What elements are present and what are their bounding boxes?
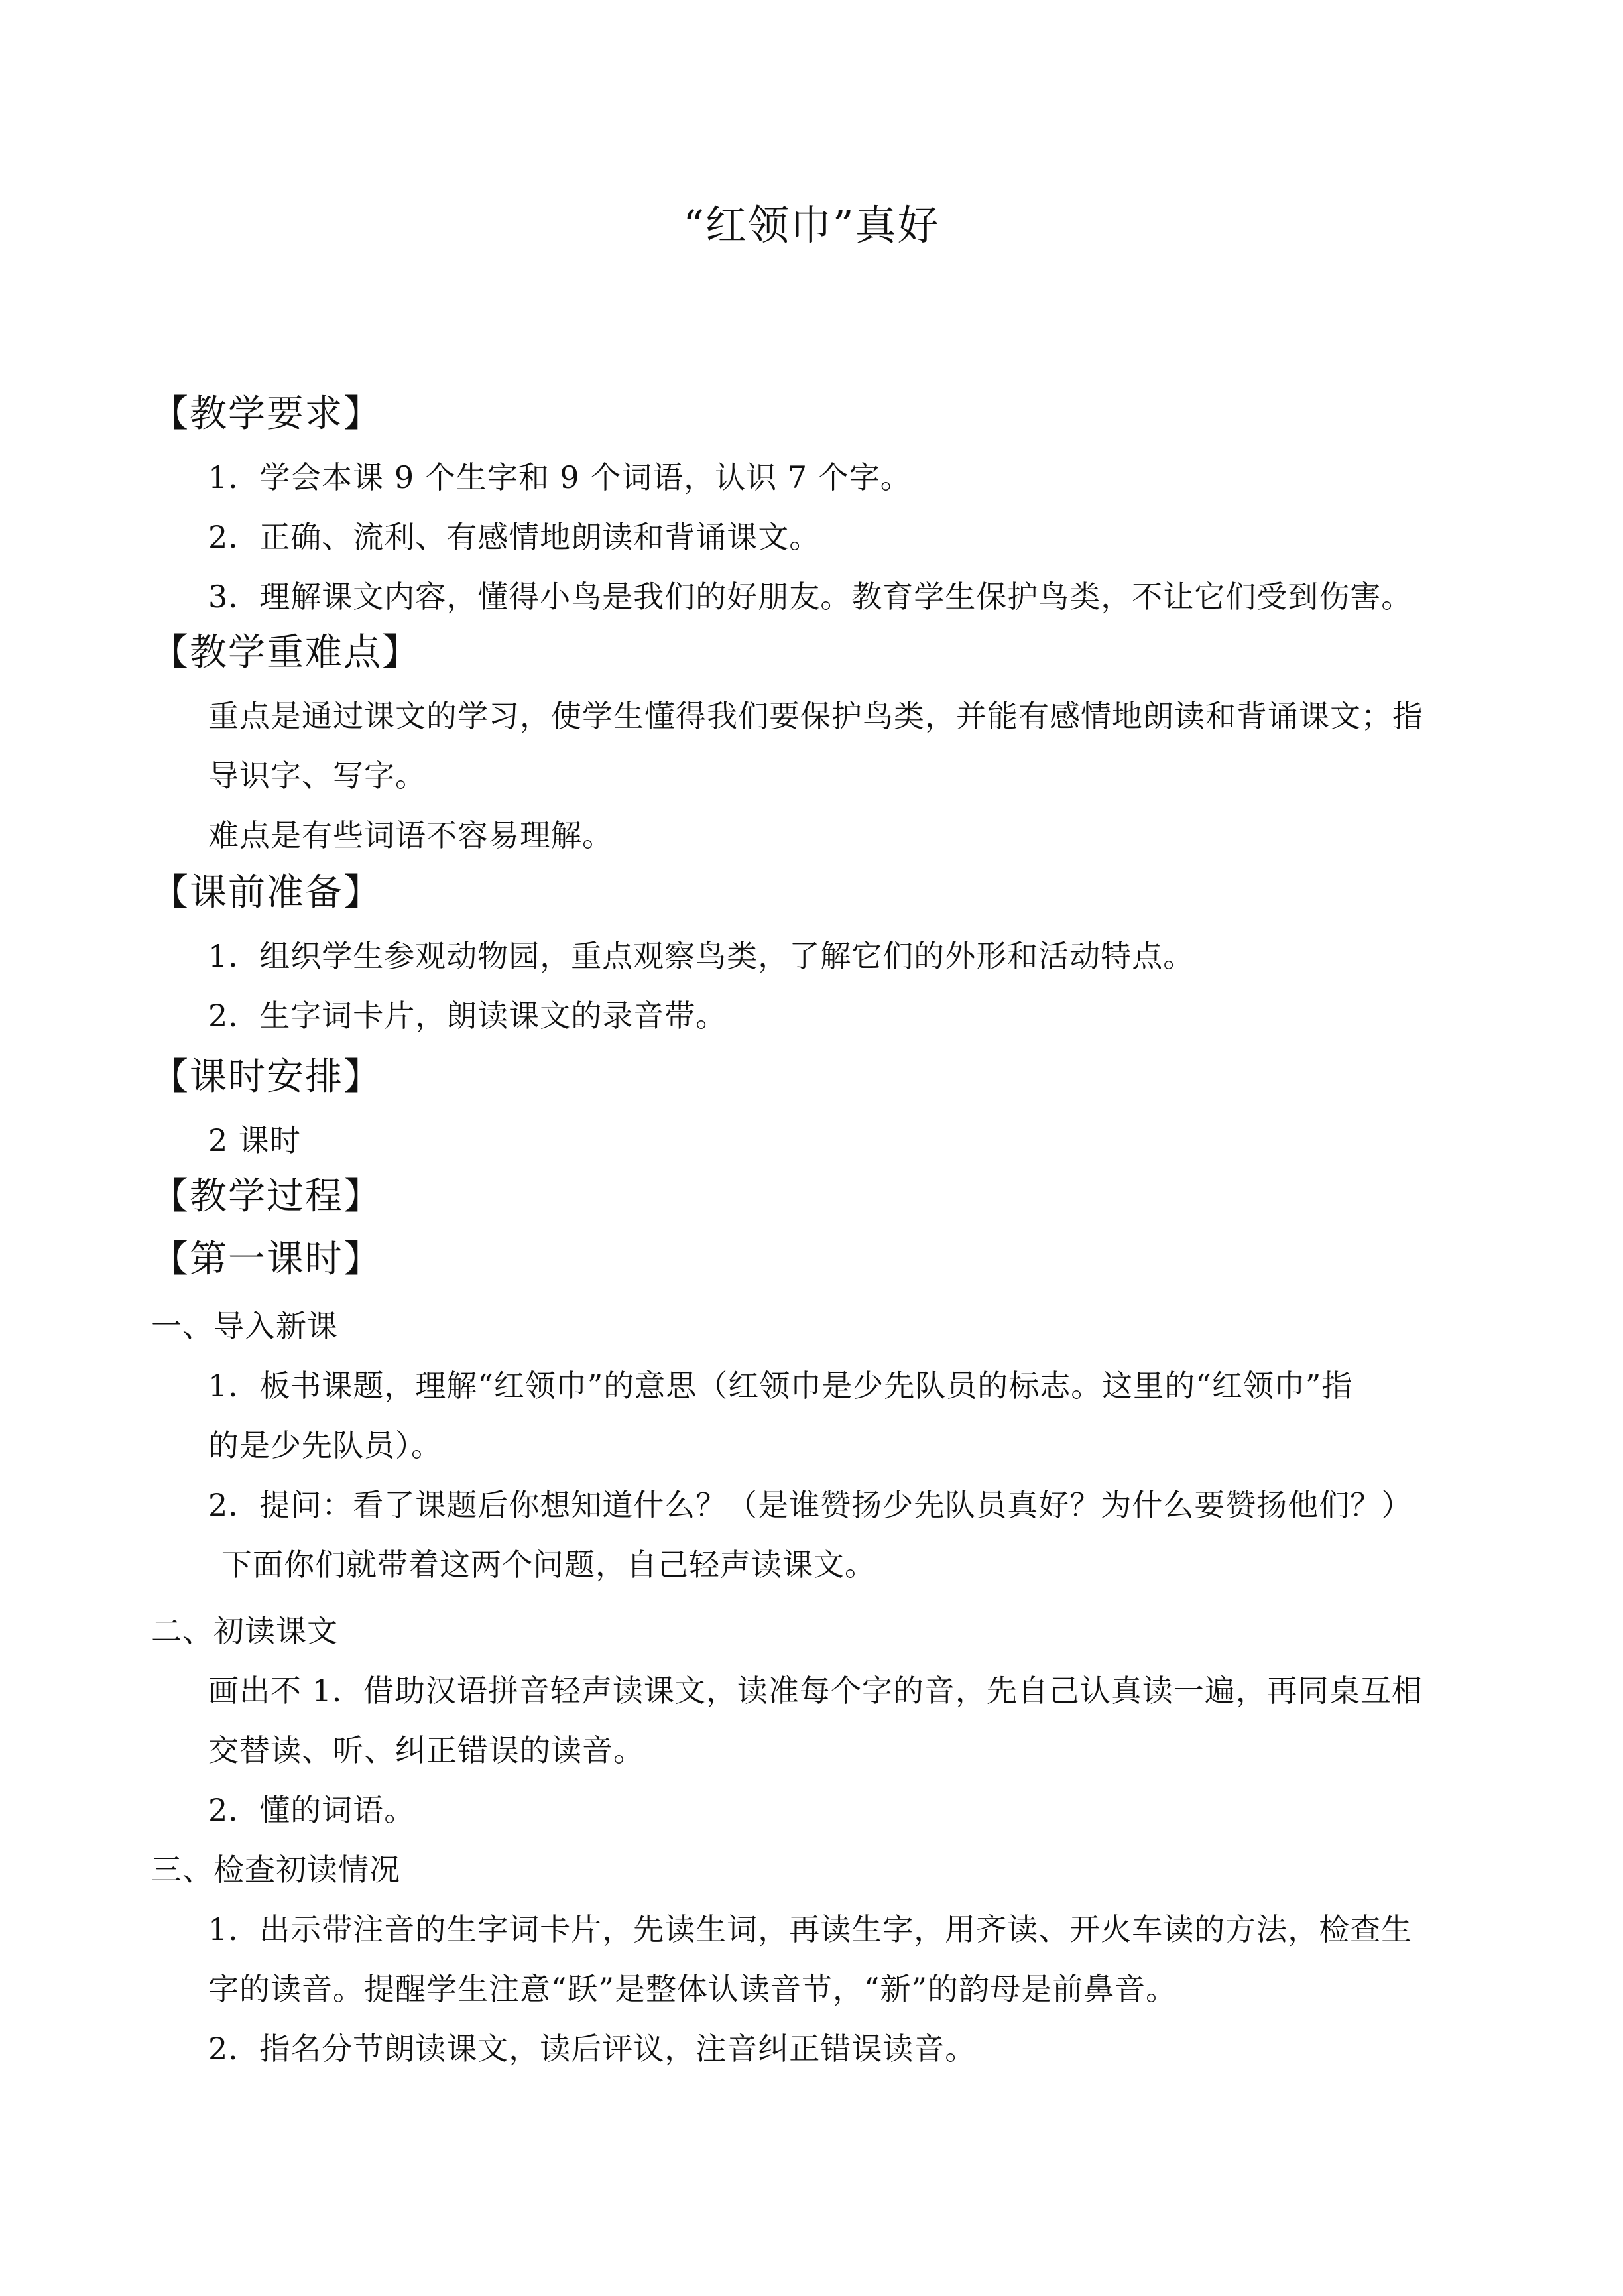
section-heading-lesson-1: 【第一课时】 [151,1238,382,1281]
step-3-item-1b: 字的读音。提醒学生注意“跃”是整体认读音节，“新”的韵母是前鼻音。 [208,1971,1177,2007]
step-heading-3: 三、检查初读情况 [151,1852,400,1888]
section-heading-requirements: 【教学要求】 [151,393,382,436]
requirement-item-1: 1．学会本课 9 个生字和 9 个词语，认识 7 个字。 [208,459,912,495]
step-3-item-1a: 1．出示带注音的生字词卡片，先读生词，再读生字，用齐读、开火车读的方法，检查生 [208,1911,1413,1947]
preparation-item-2: 2．生字词卡片，朗读课文的录音带。 [208,998,727,1034]
step-1-item-1b: 的是少先队员）。 [208,1427,442,1463]
section-heading-key-points: 【教学重难点】 [151,631,420,674]
step-2-item-2: 2．懂的词语。 [208,1792,416,1828]
step-2-item-1a: 画出不 1．借助汉语拼音轻声读课文，读准每个字的音，先自己认真读一遍，再同桌互相 [208,1673,1423,1709]
section-heading-schedule: 【课时安排】 [151,1056,382,1099]
requirement-item-2: 2．正确、流利、有感情地朗读和背诵课文。 [208,519,821,555]
schedule-text: 2 课时 [208,1122,301,1158]
step-1-item-2: 2．提问：看了课题后你想知道什么？（是谁赞扬少先队员真好？为什么要赞扬他们？） [208,1487,1413,1523]
step-heading-1: 一、导入新课 [151,1308,338,1344]
section-heading-process: 【教学过程】 [151,1175,382,1218]
step-3-item-2: 2．指名分节朗读课文，读后评议，注音纠正错误读音。 [208,2031,977,2067]
preparation-item-1: 1．组织学生参观动物园，重点观察鸟类，了解它们的外形和活动特点。 [208,938,1195,974]
document-title: “红领巾”真好 [683,201,940,249]
step-heading-2: 二、初读课文 [151,1613,338,1649]
section-heading-preparation: 【课前准备】 [151,871,382,914]
step-1-item-1a: 1．板书课题，理解“红领巾”的意思（红领巾是少先队员的标志。这里的“红领巾”指 [208,1368,1353,1404]
key-point-text-2: 难点是有些词语不容易理解。 [208,817,613,853]
requirement-item-3: 3．理解课文内容，懂得小鸟是我们的好朋友。教育学生保护鸟类，不让它们受到伤害。 [208,579,1413,615]
key-point-text-1a: 重点是通过课文的学习，使学生懂得我们要保护鸟类，并能有感情地朗读和背诵课文；指 [208,698,1423,734]
step-2-item-1b: 交替读、听、纠正错误的读音。 [208,1732,644,1768]
key-point-text-1b: 导识字、写字。 [208,758,426,794]
step-1-item-3: 下面你们就带着这两个问题，自己轻声读课文。 [221,1547,876,1583]
